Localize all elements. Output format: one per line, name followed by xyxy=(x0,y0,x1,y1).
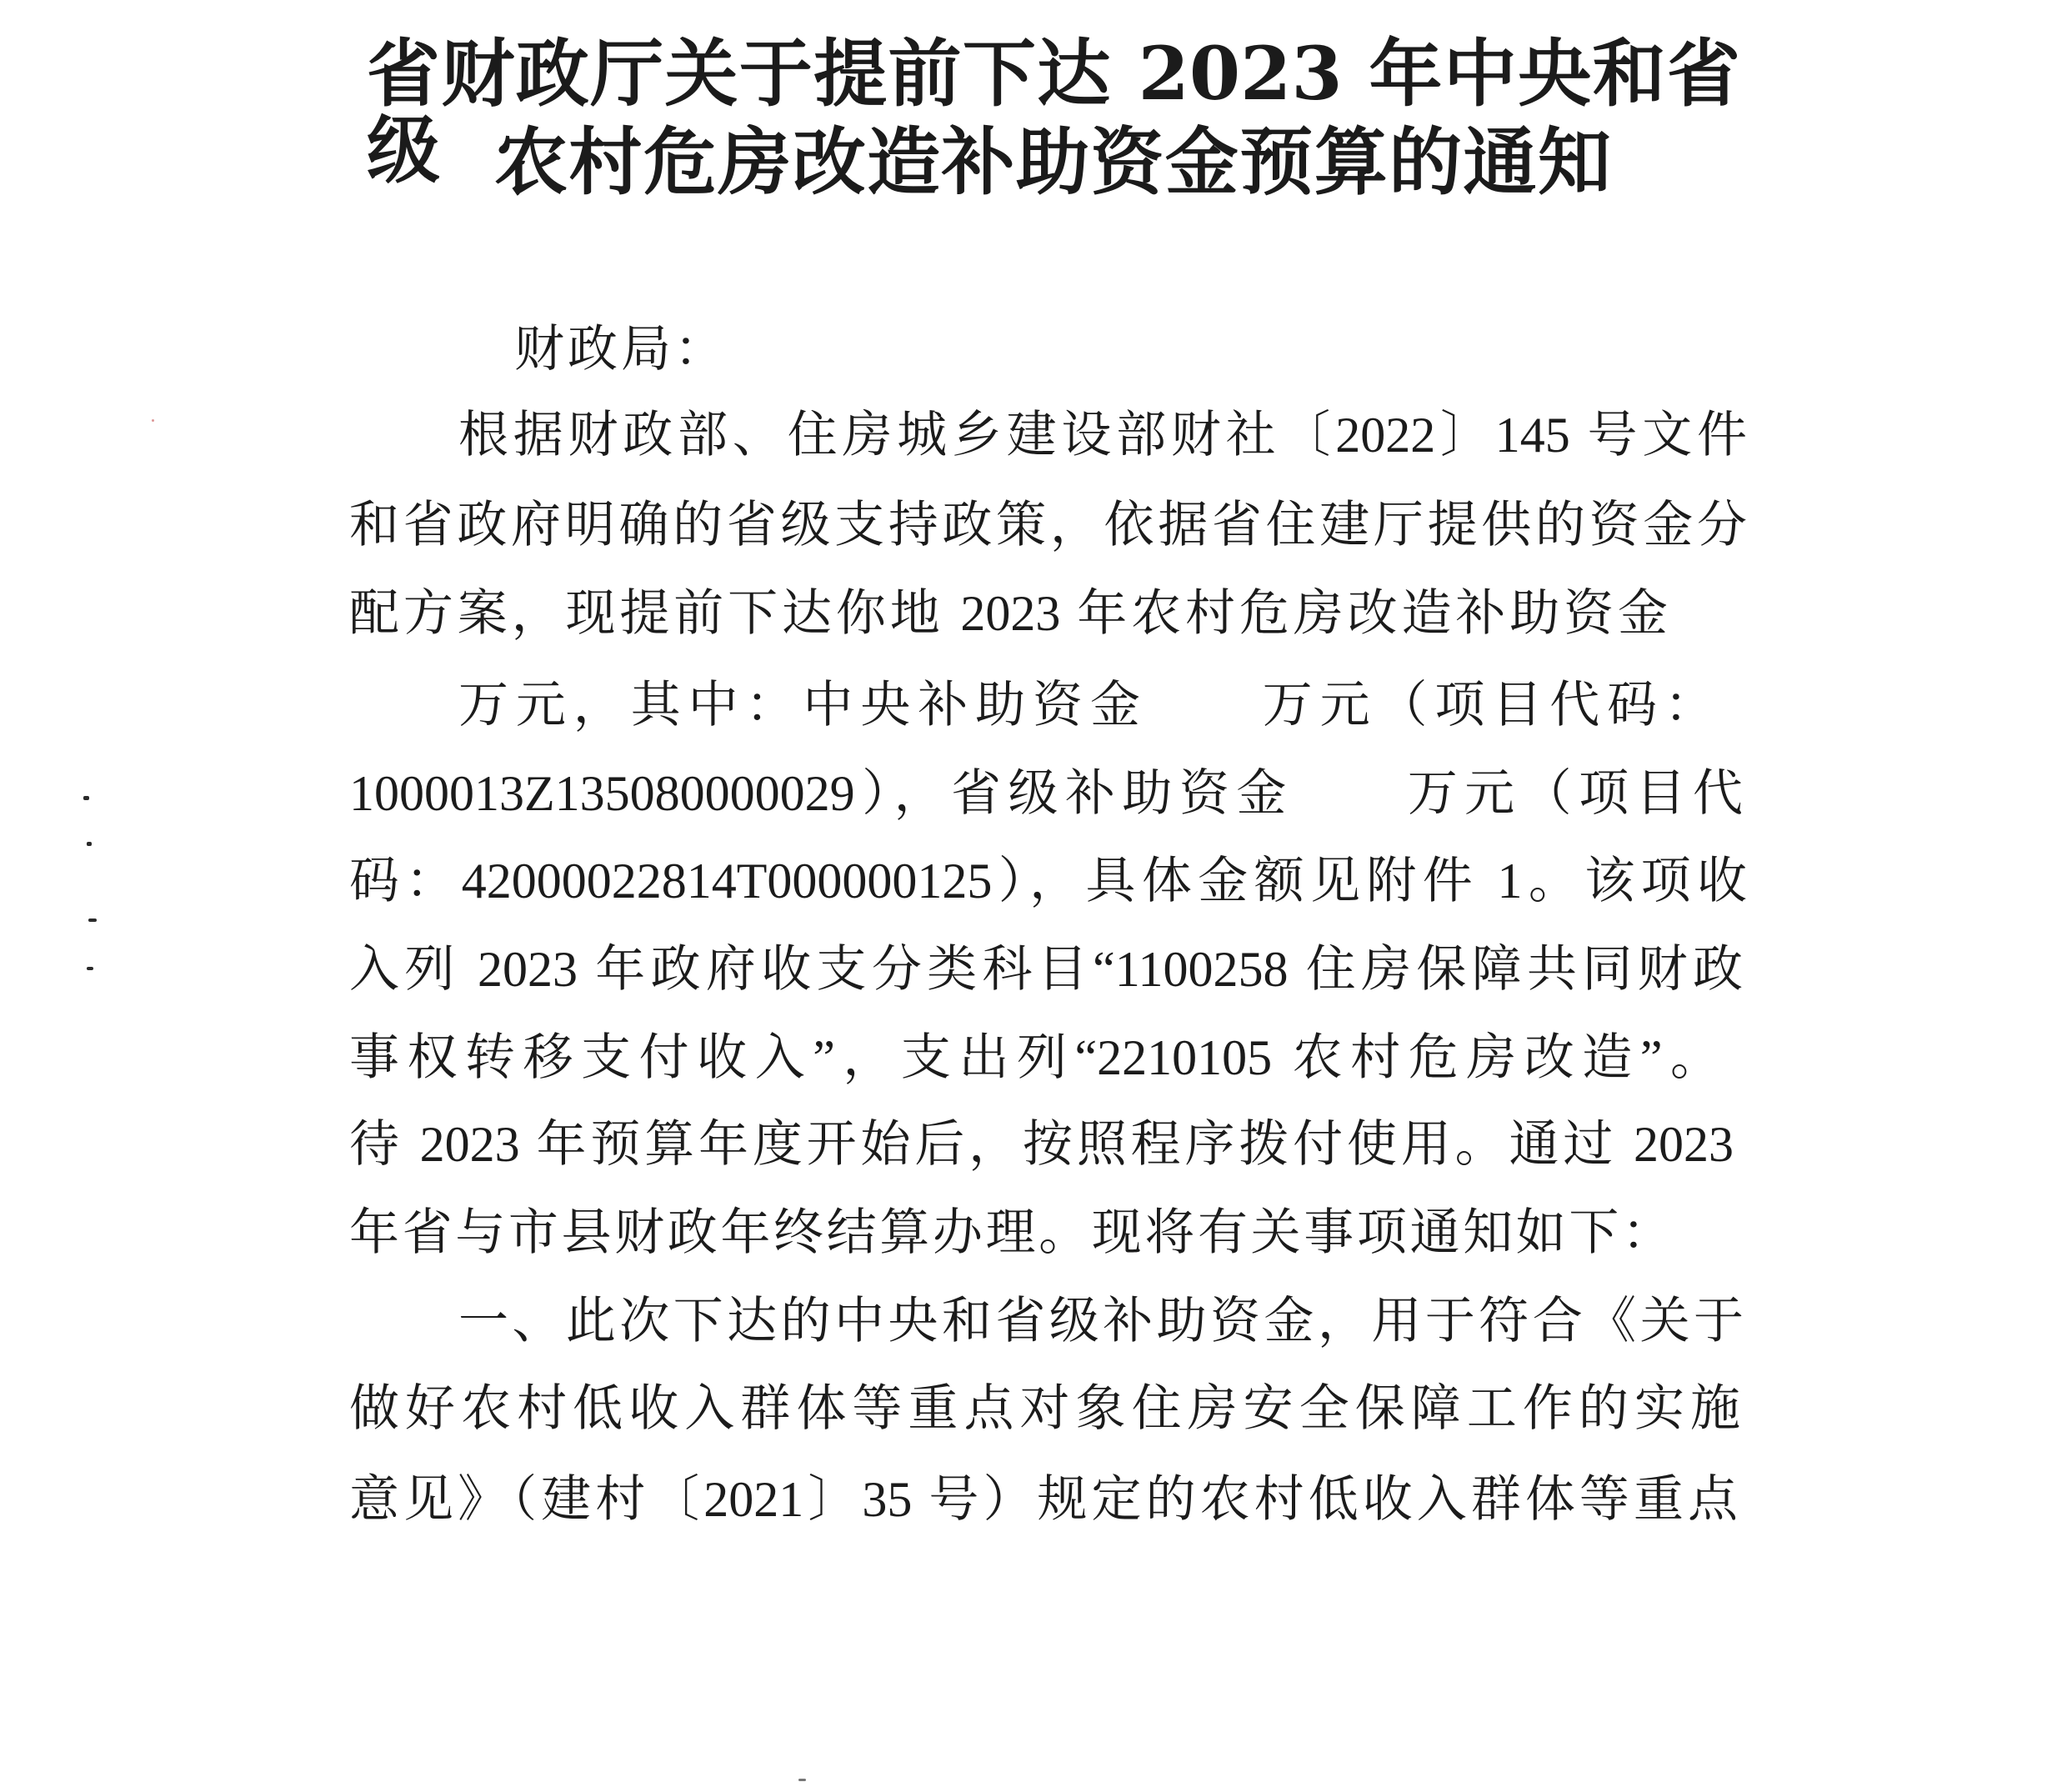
body-line: 意见》（建村〔2021〕35 号）规定的农村低收入群体等重点 xyxy=(349,1472,1738,1527)
scan-artifact-mark xyxy=(87,842,92,846)
document-title-line-2: 农村危房改造补助资金预算的通知 xyxy=(494,118,1611,205)
scan-artifact-mark xyxy=(88,919,97,922)
body-line: 根据财政部、住房城乡建设部财社〔2022〕145 号文件 xyxy=(458,408,1747,463)
body-line: 年省与市县财政年终结算办理。现将有关事项通知如下： xyxy=(349,1205,1672,1260)
body-line: 万元，其中：中央补助资金 万元（项目代码： xyxy=(458,678,1714,733)
scan-artifact-mark xyxy=(83,796,89,800)
body-line: 待 2023 年预算年度开始后，按照程序拨付使用。通过 2023 xyxy=(349,1117,1734,1172)
scan-artifact-mark xyxy=(798,1779,806,1781)
body-line: 码：42000022814T000000125），具体金额见附件 1。该项收 xyxy=(349,853,1747,909)
body-line: 1000013Z135080000029），省级补助资金 万元（项目代 xyxy=(349,766,1743,821)
body-line: 配方案，现提前下达你地 2023 年农村危房改造补助资金 xyxy=(349,586,1668,641)
body-line: 和省政府明确的省级支持政策，依据省住建厅提供的资金分 xyxy=(349,498,1747,553)
scan-artifact-mark xyxy=(87,967,93,970)
addressee: 财政局： xyxy=(514,322,728,377)
body-line: 做好农村低收入群体等重点对象住房安全保障工作的实施 xyxy=(349,1381,1740,1436)
scan-artifact-speck xyxy=(152,419,154,422)
body-line: 一、此次下达的中央和省级补助资金，用于符合《关于 xyxy=(458,1294,1744,1349)
document-title-line-1: 省财政厅关于提前下达 2023 年中央和省级 xyxy=(367,30,1740,193)
body-line: 事权转移支付收入”，支出列“2210105 农村危房改造”。 xyxy=(349,1030,1720,1085)
body-line: 入列 2023 年政府收支分类科目“1100258 住房保障共同财政 xyxy=(349,942,1743,997)
